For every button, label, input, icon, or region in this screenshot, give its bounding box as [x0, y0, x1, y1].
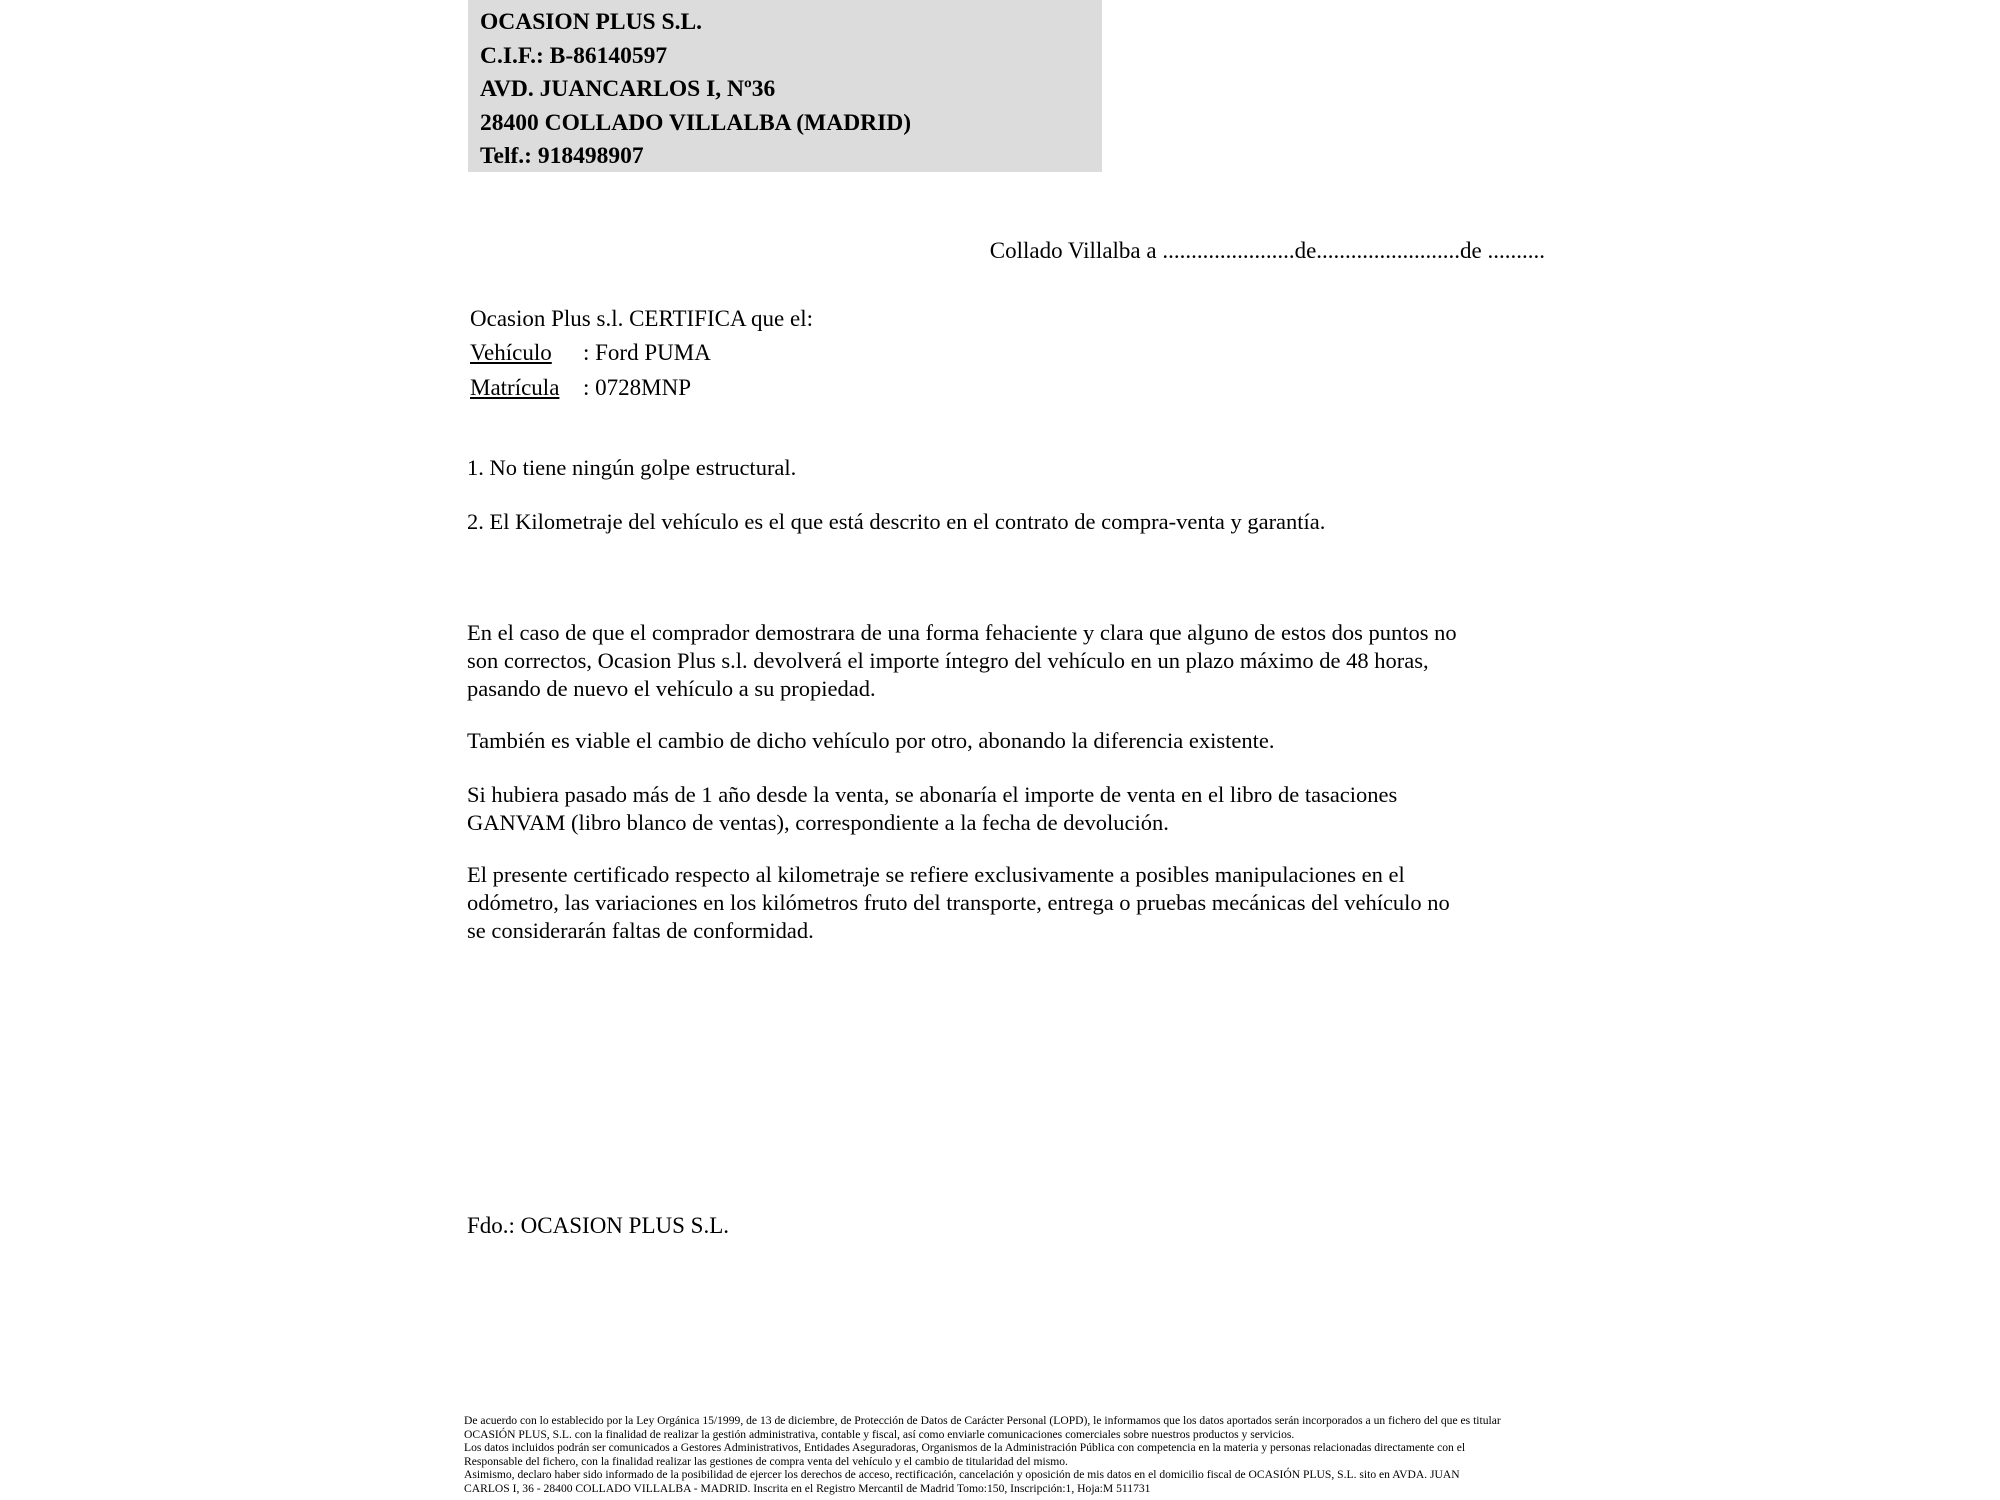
paragraph-line: El presente certificado respecto al kilometraje se refiere exclusivamente a posibles manipulaciones en el [467, 862, 1405, 887]
company-cif: C.I.F.: B-86140597 [480, 42, 668, 69]
plate-label: Matrícula [470, 374, 560, 400]
paragraph-line: También es viable el cambio de dicho vehículo por otro, abonando la diferencia existente. [467, 728, 1275, 753]
paragraph-refund [467, 619, 1457, 704]
legal-footer-line: OCASIÓN PLUS, S.L. con la finalidad de realizar la gestión administrativa, contable y fiscal, así como enviarle comunicaciones comerciales sobre nuestros productos y servicios. [464, 1427, 1295, 1441]
paragraph-line: se considerarán faltas de conformidad. [467, 918, 814, 944]
legal-footer-line: CARLOS I, 36 - 28400 COLLADO VILLALBA - MADRID. Inscrita en el Registro Mercantil de Madrid Tomo:150, Inscripción:1, Hoja:M 511731 [464, 1481, 1151, 1495]
legal-footer-line: Asimismo, declaro haber sido informado de la posibilidad de ejercer los derechos de acceso, rectificación, cancelación y oposición de mis datos en el domicilio fiscal de OCASIÓN PLUS, S.L. sito en AVDA. JUAN [464, 1468, 1460, 1481]
company-name: OCASION PLUS S.L. [480, 9, 702, 35]
certified-item-2: 2. El Kilometraje del vehículo es el que está descrito en el contrato de compra-venta y garantía. [467, 509, 1326, 534]
certified-item-1: 1. No tiene ningún golpe estructural. [467, 455, 797, 480]
date-line: Collado Villalba a .......................de.........................de .......... [989, 238, 1545, 263]
legal-footer [464, 1414, 1574, 1495]
legal-footer-line: Responsable del fichero, con la finalidad realizar las gestiones de compra venta del vehículo y el cambio de titularidad del mismo. [464, 1454, 1068, 1468]
company-phone: Telf.: 918498907 [480, 143, 644, 169]
certification-block [470, 302, 813, 405]
vehicle-field [470, 336, 813, 370]
company-city: 28400 COLLADO VILLALBA (MADRID) [480, 109, 912, 136]
plate-value: : 0728MNP [583, 374, 691, 400]
plate-field [470, 371, 813, 405]
signature-line: Fdo.: OCASION PLUS S.L. [467, 1213, 729, 1238]
paragraph-ganvam [467, 781, 1397, 837]
paragraph-line: odómetro, las variaciones en los kilómetros fruto del transporte, entrega o pruebas mecánicas del vehículo no [467, 890, 1450, 916]
paragraph-line: En el caso de que el comprador demostrara de una forma fehaciente y clara que alguno de estos dos puntos no [467, 620, 1457, 645]
company-header-box [468, 0, 1102, 172]
paragraph-line: pasando de nuevo el vehículo a su propiedad. [467, 676, 876, 702]
certification-intro: Ocasion Plus s.l. CERTIFICA que el: [470, 306, 813, 331]
paragraph-line: Si hubiera pasado más de 1 año desde la venta, se abonaría el importe de venta en el libro de tasaciones [467, 782, 1398, 807]
paragraph-odometer [467, 861, 1450, 946]
legal-footer-line: Los datos incluidos podrán ser comunicados a Gestores Administrativos, Entidades Aseguradoras, Organismos de la Administración Pública con competencia en la materia y personas relacionadas directamente con el [464, 1441, 1466, 1454]
vehicle-label: Vehículo [470, 340, 552, 366]
paragraph-line: son correctos, Ocasion Plus s.l. devolverá el importe íntegro del vehículo en un plazo máximo de 48 horas, [467, 648, 1429, 674]
company-address: AVD. JUANCARLOS I, Nº36 [480, 76, 776, 102]
paragraph-exchange [467, 727, 1275, 755]
vehicle-value: : Ford PUMA [583, 340, 711, 366]
legal-footer-line: De acuerdo con lo establecido por la Ley Orgánica 15/1999, de 13 de diciembre, de Protección de Datos de Carácter Personal (LOPD), le informamos que los datos aportados serán incorporados a un fichero del que es titular [464, 1414, 1501, 1427]
paragraph-line: GANVAM (libro blanco de ventas), correspondiente a la fecha de devolución. [467, 810, 1169, 836]
